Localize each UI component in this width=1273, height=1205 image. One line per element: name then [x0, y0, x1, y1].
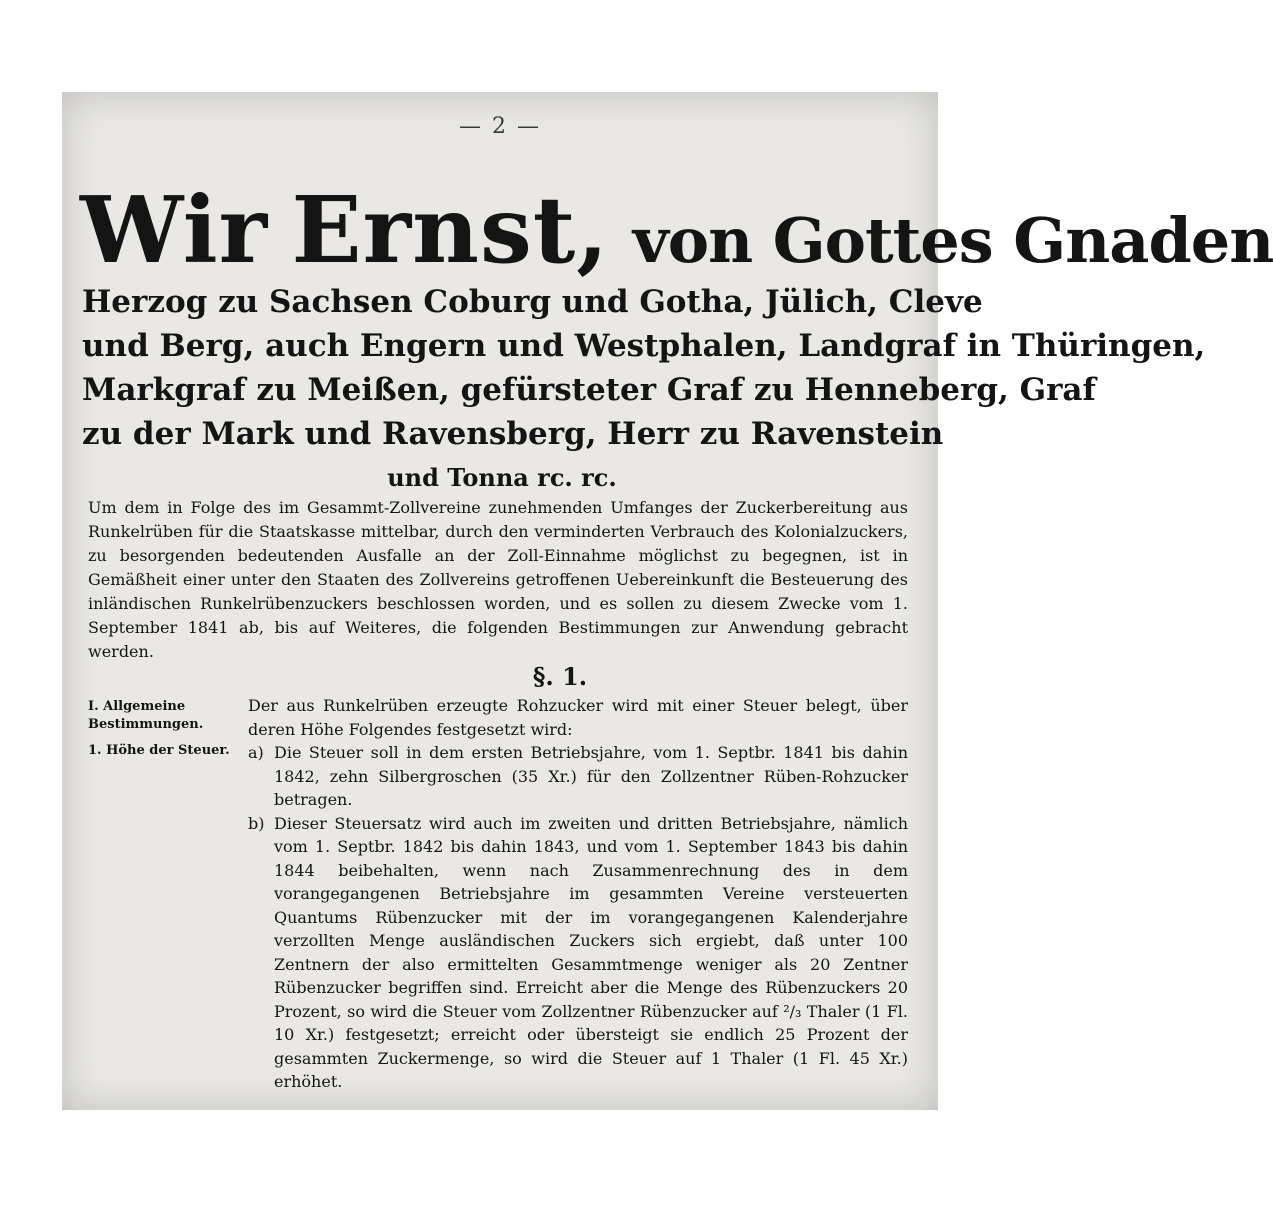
- item-b-text: Dieser Steuersatz wird auch im zweiten und dritten Betriebsjahre, nämlich vom 1. Septbr. 1842 bis dahin 1843, und vom 1. September 1843 bis dahin 1844 beibehalten, wenn nach Zusammenrechnung des in dem vorangegangenen Betriebsjahre im gesammten Vereine versteuerten Quantums Rübenzucker mit der im vorangegangenen Kalenderjahre verzollten Menge ausländischen Zuckers sich ergiebt, daß unter 100 Zentnern der also ermittelten Gesammtmenge weniger als 20 Zentner Rübenzucker begriffen sind. Erreicht aber die Menge des Rübenzuckers 20 Prozent, so wird die Steuer vom Zollzentner Rübenzucker auf ²/₃ Thaler (1 Fl. 10 Xr.) festgesetzt; erreicht oder übersteigt sie endlich 25 Prozent der gesammten Zuckermenge, so wird die Steuer auf 1 Thaler (1 Fl. 45 Xr.) erhöhet.: [274, 813, 908, 1091]
- title-line-5: und Tonna rc. rc.: [387, 463, 617, 492]
- list-item-a: [248, 741, 908, 812]
- margin-notes: [88, 698, 248, 768]
- section-body: [248, 694, 908, 1094]
- title-styles: [82, 280, 1206, 500]
- section-heading: §. 1.: [532, 662, 588, 691]
- intro-paragraph: [88, 496, 908, 664]
- intro-text: Um dem in Folge des im Gesammt-Zollvereine zunehmenden Umfanges der Zuckerbereitung aus Runkelrüben für die Staatskasse mittelbar, durch den verminderten Verbrauch des Kolonialzuckers, zu besorgenden bedeutenden Ausfalle an der Zoll-Einnahme möglichst zu begegnen, ist in Gemäßheit einer unter den Staaten des Zollvereins getroffenen Uebereinkunft die Besteuerung des inländischen Runkelrübenzuckers beschlossen worden, und es sollen zu diesem Zwecke vom 1. September 1841 ab, bis auf Weiteres, die folgenden Bestimmungen zur Anwendung gebracht werden.: [88, 498, 908, 661]
- page-number: — 2 —: [459, 114, 541, 139]
- body-lead: Der aus Runkelrüben erzeugte Rohzucker wird mit einer Steuer belegt, über deren Höhe Folgendes festgesetzt wird:: [248, 696, 908, 739]
- title-line-4: zu der Mark und Ravensberg, Herr zu Ravenstein: [82, 416, 944, 452]
- list-item-b: [248, 812, 908, 1094]
- title-line-2: und Berg, auch Engern und Westphalen, Landgraf in Thüringen,: [82, 328, 1206, 364]
- title-line-3: Markgraf zu Meißen, gefürsteter Graf zu Henneberg, Graf: [82, 372, 1096, 408]
- document-page: [62, 92, 1273, 1110]
- margin-note-tax-amount: 1. Höhe der Steuer.: [88, 743, 230, 758]
- item-a-text: Die Steuer soll in dem ersten Betriebsjahre, vom 1. Septbr. 1841 bis dahin 1842, zehn Silbergroschen (35 Xr.) für den Zollzentner Rüben-Rohzucker betragen.: [274, 743, 908, 809]
- title-initial: Wir: [80, 176, 269, 284]
- decree-title: [80, 176, 1273, 284]
- margin-note-general: I. Allgemeine Bestimmungen.: [88, 699, 204, 732]
- title-rest: von Gottes Gnaden: [632, 204, 1273, 277]
- title-line-1: Herzog zu Sachsen Coburg und Gotha, Jülich, Cleve: [82, 284, 983, 320]
- item-a-label: a): [248, 743, 264, 762]
- title-name: Ernst,: [291, 176, 610, 284]
- item-b-label: b): [248, 813, 265, 833]
